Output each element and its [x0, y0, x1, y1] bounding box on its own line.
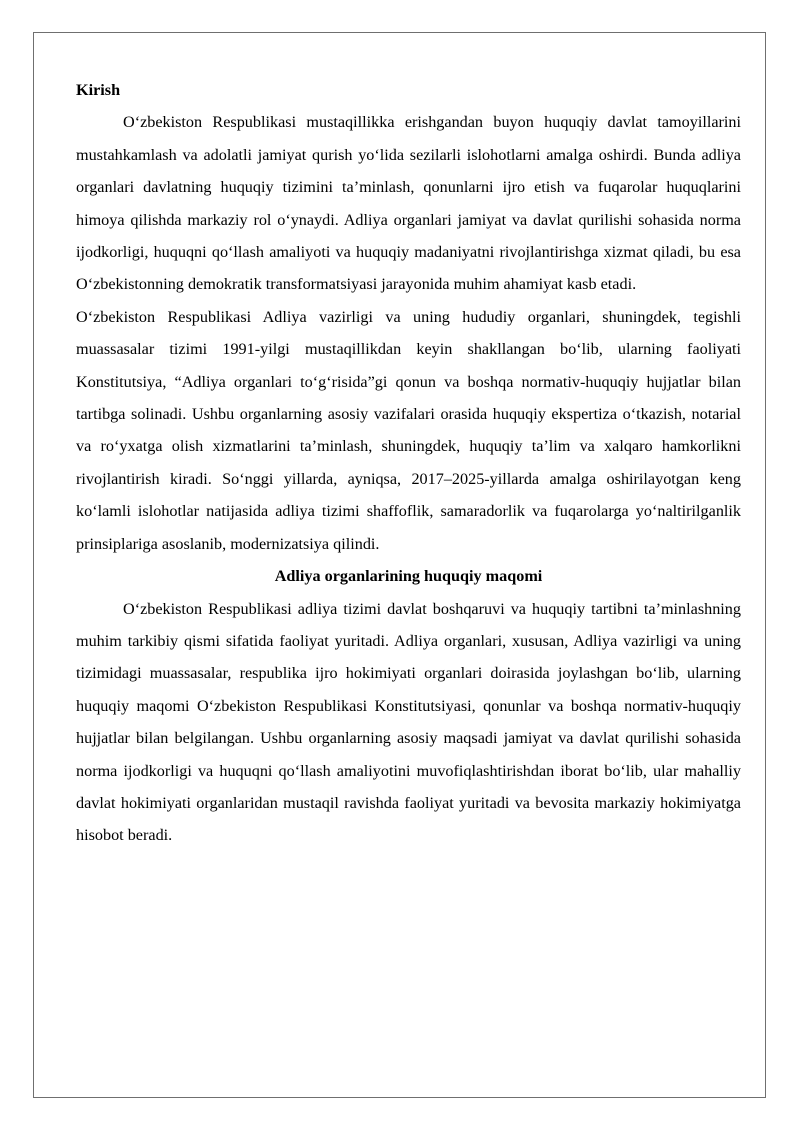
heading-legal-status: Adliya organlarining huquqiy maqomi [274, 567, 543, 586]
paragraph-ministry-overview: O‘zbekiston Respublikasi Adliya vazirligi va uning hududiy organlari, shuningdek, tegishli muassasalar tizimi 1991-yilgi mustaqillikdan keyin shakllangan bo‘lib, ularning faoliyati Konstitutsiya, “Adliya organlari to‘g‘risida”gi qonun va boshqa normativ-huquqiy hujjatlar bilan tartibga solinadi. Ushbu organlarning asosiy vazifalari orasida huquqiy ekspertiza o‘tkazish, notarial va ro‘yxatga olish xizmatlarini ta’minlash, shuningdek, huquqiy ta’lim va xalqaro hamkorlikni rivojlantirish kiradi. So‘nggi yillarda, ayniqsa, 2017–2025-yillarda amalga oshirilayotgan keng ko‘lamli islohotlar natijasida adliya tizimi shaffoflik, samaradorlik va fuqarolarga yo‘naltirilganlik prinsiplariga asoslanib, modernizatsiya qilindi. [76, 307, 741, 553]
paragraph-introduction: O‘zbekiston Respublikasi mustaqillikka erishgandan buyon huquqiy davlat tamoyillarini mustahkamlash va adolatli jamiyat qurish yo‘lida sezilarli islohotlarni amalga oshirdi. Bunda adliya organlari davlatning huquqiy tizimini ta’minlash, qonunlarni ijro etish va fuqarolar huquqlarini himoya qilishda markaziy rol o‘ynaydi. Adliya organlari jamiyat va davlat qurilishi sohasida norma ijodkorligi, huquqni qo‘llash amaliyoti va huquqiy madaniyatni rivojlantirishga xizmat qiladi, bu esa O‘zbekistonning demokratik transformatsiyasi jarayonida muhim ahamiyat kasb etadi. [76, 113, 741, 294]
paragraph-legal-status: O‘zbekiston Respublikasi adliya tizimi davlat boshqaruvi va huquqiy tartibni ta’minlashning muhim tarkibiy qismi sifatida faoliyat yuritadi. Adliya organlari, xususan, Adliya vazirligi va uning tizimidagi muassasalar, respublika ijro hokimiyati organlari doirasida joylashgan bo‘lib, ularning huquqiy maqomi O‘zbekiston Respublikasi Konstitutsiyasi, qonunlar va boshqa normativ-huquqiy hujjatlar bilan belgilangan. Ushbu organlarning asosiy maqsadi jamiyat va davlat qurilishi sohasida norma ijodkorligi va huquqni qo‘llash amaliyotini muvofiqlashtirishdan iborat bo‘lib, ular mahalliy davlat hokimiyati organlaridan mustaqil ravishda faoliyat yuritadi va bevosita markaziy hokimiyatga hisobot beradi. [76, 599, 741, 845]
document-body [76, 74, 741, 852]
heading-introduction: Kirish [76, 81, 121, 99]
